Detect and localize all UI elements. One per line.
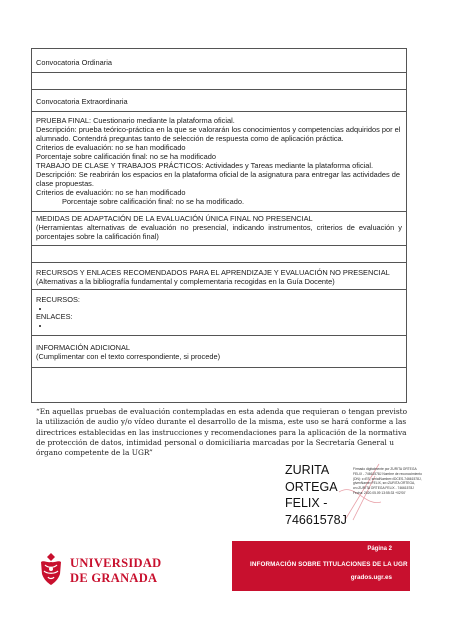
signer-name-line: FELIX - [285, 496, 328, 510]
empty-row [32, 368, 406, 402]
convocatoria-ordinaria-label: Convocatoria Ordinaria [36, 58, 112, 67]
medidas-row [32, 212, 406, 246]
recursos-list [36, 304, 402, 312]
enlaces-list [36, 321, 402, 329]
prueba-line-2: Descripción: prueba teórico-práctica en la que se valorarán los conocimientos y competencias adquiridos por el alumnado. Contendrá preguntas tanto de selección de respuesta como de aplicación práctica. [36, 125, 401, 144]
university-name-line1: UNIVERSIDAD [70, 556, 162, 570]
prueba-line-1: PRUEBA FINAL: Cuestionario mediante la plataforma oficial. [36, 116, 235, 125]
convocatoria-extraordinaria-label: Convocatoria Extraordinaria [36, 97, 128, 106]
convocatoria-extraordinaria-row [32, 90, 406, 112]
info-adicional-title: INFORMACIÓN ADICIONAL [36, 343, 131, 352]
signer-name-line: ZURITA [285, 463, 330, 477]
recursos-list-row [32, 290, 406, 336]
page-number: Página 2 [367, 546, 392, 552]
prueba-line-6: Descripción: Se reabrirán los espacios en la plataforma oficial de la asignatura para entregar las actividades de clase propuestas. [36, 170, 400, 189]
prueba-line-5: TRABAJO DE CLASE Y TRABAJOS PRÁCTICOS: Actividades y Tareas mediante la plataforma oficial. [36, 161, 374, 171]
prueba-line-3: Criterios de evaluación: no se han modificado [36, 143, 186, 153]
prueba-final-row [32, 112, 406, 212]
list-item [50, 321, 402, 329]
enlaces-label: ENLACES: [36, 312, 73, 322]
signer-name-line: ORTEGA [285, 479, 338, 494]
medidas-title: MEDIDAS DE ADAPTACIÓN DE LA EVALUACIÓN ÚNICA FINAL NO PRESENCIAL [36, 214, 313, 223]
empty-row [32, 246, 406, 263]
prueba-line-7: Criterios de evaluación: no se han modificado [36, 188, 186, 198]
banner-url[interactable]: grados.ugr.es [350, 574, 392, 581]
university-crest-icon [36, 552, 66, 586]
signer-name-line: 74661578J [285, 512, 347, 527]
university-name [70, 556, 162, 586]
data-protection-note: “En aquellas pruebas de evaluación contempladas en esta adenda que requieran o tengan previsto la utilización de audio y/o vídeo durante el desarrollo de la misma, este uso se hará conforme a las directrices establecidas en las instrucciones y recomendaciones para la aplicación de la normativa de protección de datos, intimidad personal o domiciliaria marcadas por la Secretaría General u órgano competente de la UGR” [36, 407, 408, 458]
recursos-subtitle: (Alternativas a la bibliografía fundamental y complementaria recogidas en la Guía Docente) [36, 277, 335, 287]
titulaciones-banner [232, 541, 410, 591]
banner-title: INFORMACIÓN SOBRE TITULACIONES DE LA UGR [250, 561, 408, 568]
list-item [50, 304, 402, 312]
recursos-label: RECURSOS: [36, 295, 80, 304]
medidas-subtitle: (Herramientas alternativas de evaluación no presencial, indicando instrumentos, criterios de evaluación y porcentajes sobre la calificación final) [36, 223, 402, 242]
prueba-line-8: Porcentaje sobre calificación final: no se ha modificado. [62, 197, 244, 207]
prueba-line-4: Porcentaje sobre calificación final: no se ha modificado [36, 152, 216, 162]
university-name-line2: DE GRANADA [70, 570, 158, 585]
empty-row [32, 73, 406, 90]
info-adicional-subtitle: (Cumplimentar con el texto correspondiente, si procede) [36, 352, 221, 362]
signature-details: Firmado digitalmente por ZURITA ORTEGA FELIX - 74661578J Nombre de reconocimiento (DN): c=ES, serialNumber=IDCES-74661578J, givenName=FELIX, sn=ZURITA ORTEGA, cn=ZURITA ORTEGA FELIX - 74661578J Fecha: 2020.05.09 13:55:33 +02'00' [353, 467, 422, 495]
recursos-title: RECURSOS Y ENLACES RECOMENDADOS PARA EL APRENDIZAJE Y EVALUACIÓN NO PRESENCIAL [36, 268, 390, 277]
convocatoria-ordinaria-row [32, 49, 406, 73]
info-adicional-row [32, 336, 406, 368]
recursos-header-row [32, 263, 406, 290]
adenda-table [31, 48, 407, 403]
signer-name [285, 462, 347, 528]
